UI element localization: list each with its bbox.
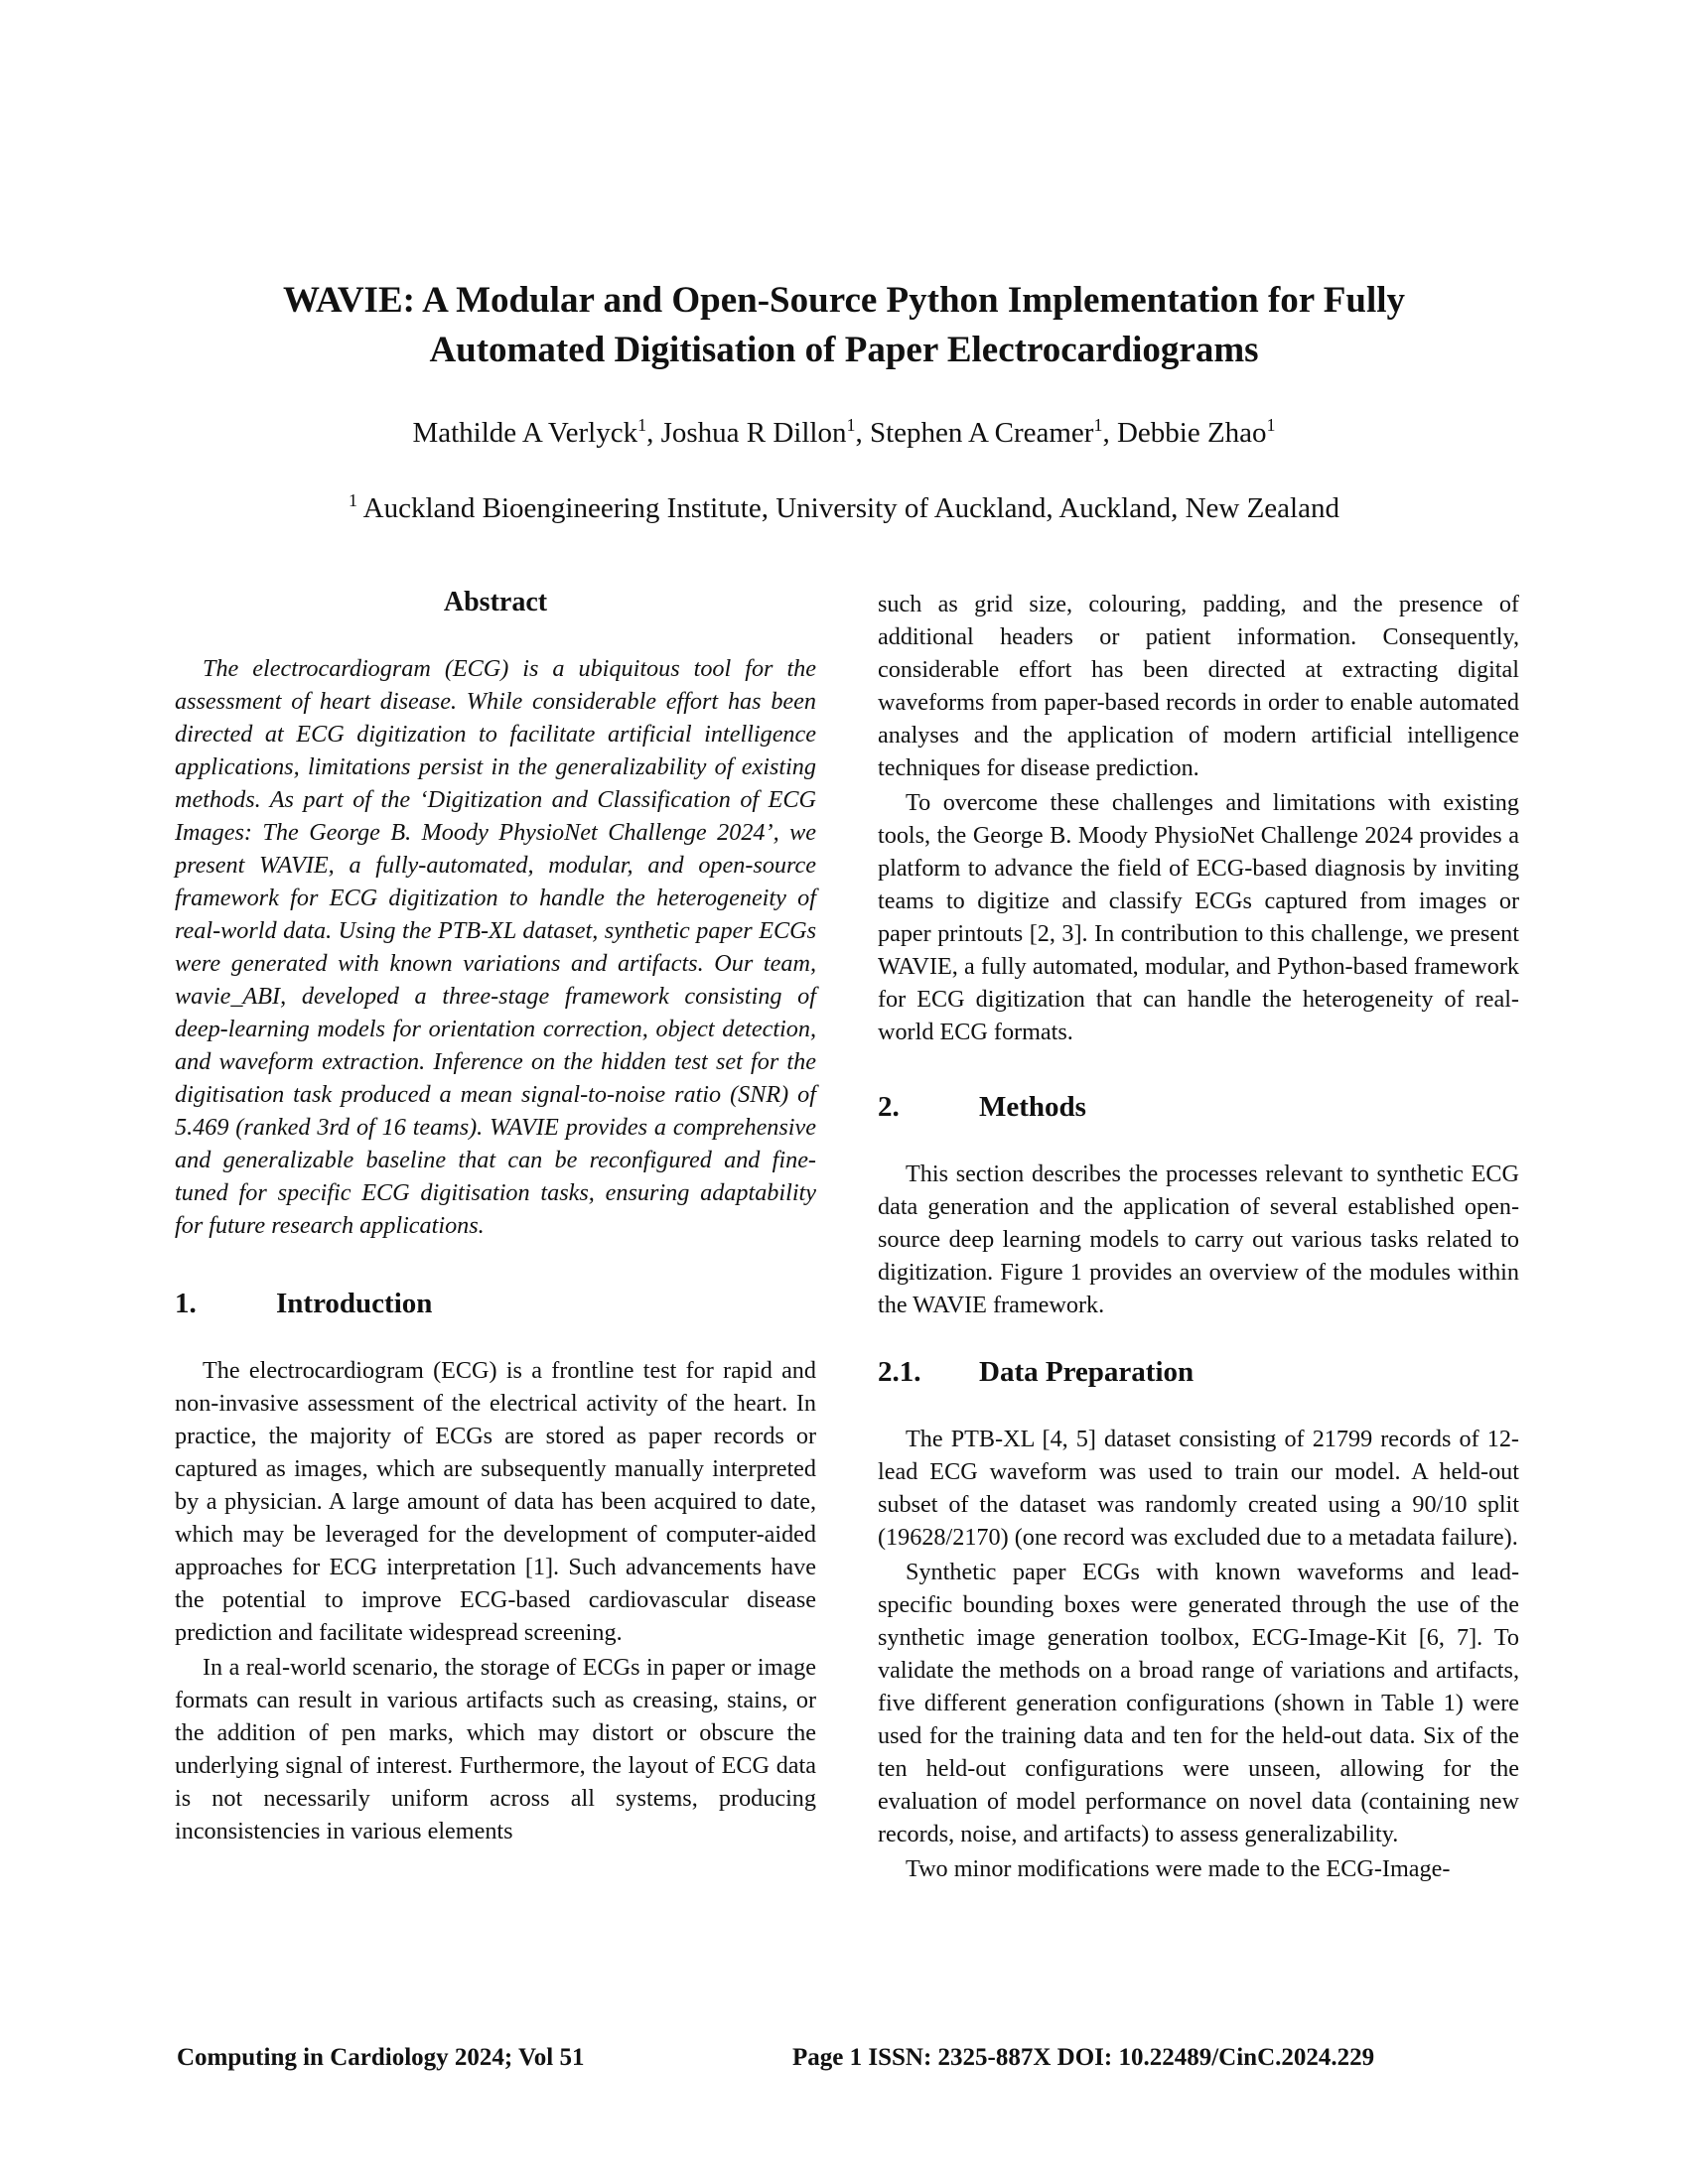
author-separator: , bbox=[1102, 417, 1117, 449]
author-name: Joshua R Dillon bbox=[660, 417, 847, 449]
page-issn-doi-footer: Page 1 ISSN: 2325-887X DOI: 10.22489/CinC.2024.229 bbox=[792, 2044, 1375, 2071]
paragraph: To overcome these challenges and limitations with existing tools, the George B. Moody PhysioNet Challenge 2024 provides a platform to advance the field of ECG-based diagnosis by inviting teams to digitize and classify ECGs captured from images or paper printouts [2, 3]. In contribution to this challenge, we present WAVIE, a fully automated, modular, and Python-based framework for ECG digitization that can handle the heterogeneity of real-world ECG formats. bbox=[878, 789, 1519, 1045]
author-separator: , bbox=[646, 417, 661, 449]
section-number: 1. bbox=[175, 1288, 197, 1319]
affiliation-marker: 1 bbox=[1093, 415, 1103, 436]
left-column bbox=[175, 586, 816, 1847]
right-column bbox=[878, 588, 1519, 1885]
paragraph: Two minor modifications were made to the ECG-Image- bbox=[906, 1855, 1451, 1882]
author-name: Mathilde A Verlyck bbox=[412, 417, 638, 449]
paragraph: The PTB-XL [4, 5] dataset consisting of 21799 records of 12-lead ECG waveform was used to train our model. A held-out subset of the dataset was randomly created using a 90/10 split (19628/2170) (one record was excluded due to a metadata failure). bbox=[878, 1426, 1519, 1551]
affiliation-marker: 1 bbox=[349, 490, 357, 511]
section-title: Methods bbox=[979, 1091, 1086, 1123]
section-number: 2. bbox=[878, 1091, 900, 1123]
subsection-heading-data-preparation bbox=[878, 1355, 1519, 1389]
author-name: Stephen A Creamer bbox=[869, 417, 1094, 449]
paragraph: Synthetic paper ECGs with known waveforms and lead-specific bounding boxes were generated through the use of the synthetic image generation toolbox, ECG-Image-Kit [6, 7]. To validate the methods on a broad range of variations and artifacts, five different generation configurations (shown in Table 1) were used for the training data and ten for the held-out data. Six of the ten held-out configurations were unseen, allowing for the evaluation of model performance on novel data (containing new records, noise, and artifacts) to assess generalizability. bbox=[878, 1559, 1519, 1847]
journal-footer: Computing in Cardiology 2024; Vol 51 bbox=[177, 2044, 585, 2071]
author-name: Debbie Zhao bbox=[1116, 417, 1267, 449]
paragraph: This section describes the processes relevant to synthetic ECG data generation and the application of several established open-source deep learning models to carry out various tasks related to digitization. Figure 1 provides an overview of the modules within the WAVIE framework. bbox=[878, 1160, 1519, 1318]
subsection-title: Data Preparation bbox=[979, 1356, 1195, 1388]
affiliation-marker: 1 bbox=[1266, 415, 1276, 436]
paragraph: such as grid size, colouring, padding, and the presence of additional headers or patient information. Consequently, considerable effort has been directed at extracting digital waveforms from paper-based records in order to enable automated analyses and the application of modern artificial intelligence techniques for disease prediction. bbox=[878, 591, 1519, 781]
section-heading-introduction bbox=[175, 1287, 816, 1320]
section-heading-methods bbox=[878, 1090, 1519, 1124]
affiliation-text: Auckland Bioengineering Institute, University of Auckland, Auckland, New Zealand bbox=[356, 492, 1339, 524]
title-line-1: WAVIE: A Modular and Open-Source Python Implementation for Fully bbox=[282, 280, 1406, 321]
abstract-heading: Abstract bbox=[443, 587, 548, 617]
paper-title bbox=[0, 276, 1688, 375]
author-separator: , bbox=[855, 417, 870, 449]
subsection-number: 2.1. bbox=[878, 1356, 921, 1388]
affiliation-marker: 1 bbox=[846, 415, 856, 436]
abstract-body bbox=[175, 652, 816, 1242]
affiliation-marker: 1 bbox=[637, 415, 647, 436]
paragraph: The electrocardiogram (ECG) is a frontline test for rapid and non-invasive assessment of the electrical activity of the heart. In practice, the majority of ECGs are stored as paper records or captured as images, which are subsequently manually interpreted by a physician. A large amount of data has been acquired to date, which may be leveraged for the development of computer-aided approaches for ECG interpretation [1]. Such advancements have the potential to improve ECG-based cardiovascular disease prediction and facilitate widespread screening. bbox=[175, 1357, 816, 1646]
author-list bbox=[0, 415, 1688, 454]
paragraph: In a real-world scenario, the storage of ECGs in paper or image formats can result in various artifacts such as creasing, stains, or the addition of pen marks, which may distort or obscure the underlying signal of interest. Furthermore, the layout of ECG data is not necessarily uniform across all systems, producing inconsistencies in various elements bbox=[175, 1654, 816, 1844]
affiliation bbox=[0, 490, 1688, 529]
section-title: Introduction bbox=[276, 1288, 433, 1319]
title-line-2: Automated Digitisation of Paper Electrocardiograms bbox=[429, 330, 1259, 370]
abstract-text: The electrocardiogram (ECG) is a ubiquitous tool for the assessment of heart disease. While considerable effort has been directed at ECG digitization to facilitate artificial intelligence applications, limitations persist in the generalizability of existing methods. As part of the ‘Digitization and Classification of ECG Images: The George B. Moody PhysioNet Challenge 2024’, we present WAVIE, a fully-automated, modular, and open-source framework for ECG digitization to handle the heterogeneity of real-world data. Using the PTB-XL dataset, synthetic paper ECGs were generated with known variations and artifacts. Our team, wavie_ABI, developed a three-stage framework consisting of deep-learning models for orientation correction, object detection, and waveform extraction. Inference on the hidden test set for the digitisation task produced a mean signal-to-noise ratio (SNR) of 5.469 (ranked 3rd of 16 teams). WAVIE provides a comprehensive and generalizable baseline that can be reconfigured and fine-tuned for specific ECG digitisation tasks, ensuring adaptability for future research applications. bbox=[175, 655, 816, 1239]
